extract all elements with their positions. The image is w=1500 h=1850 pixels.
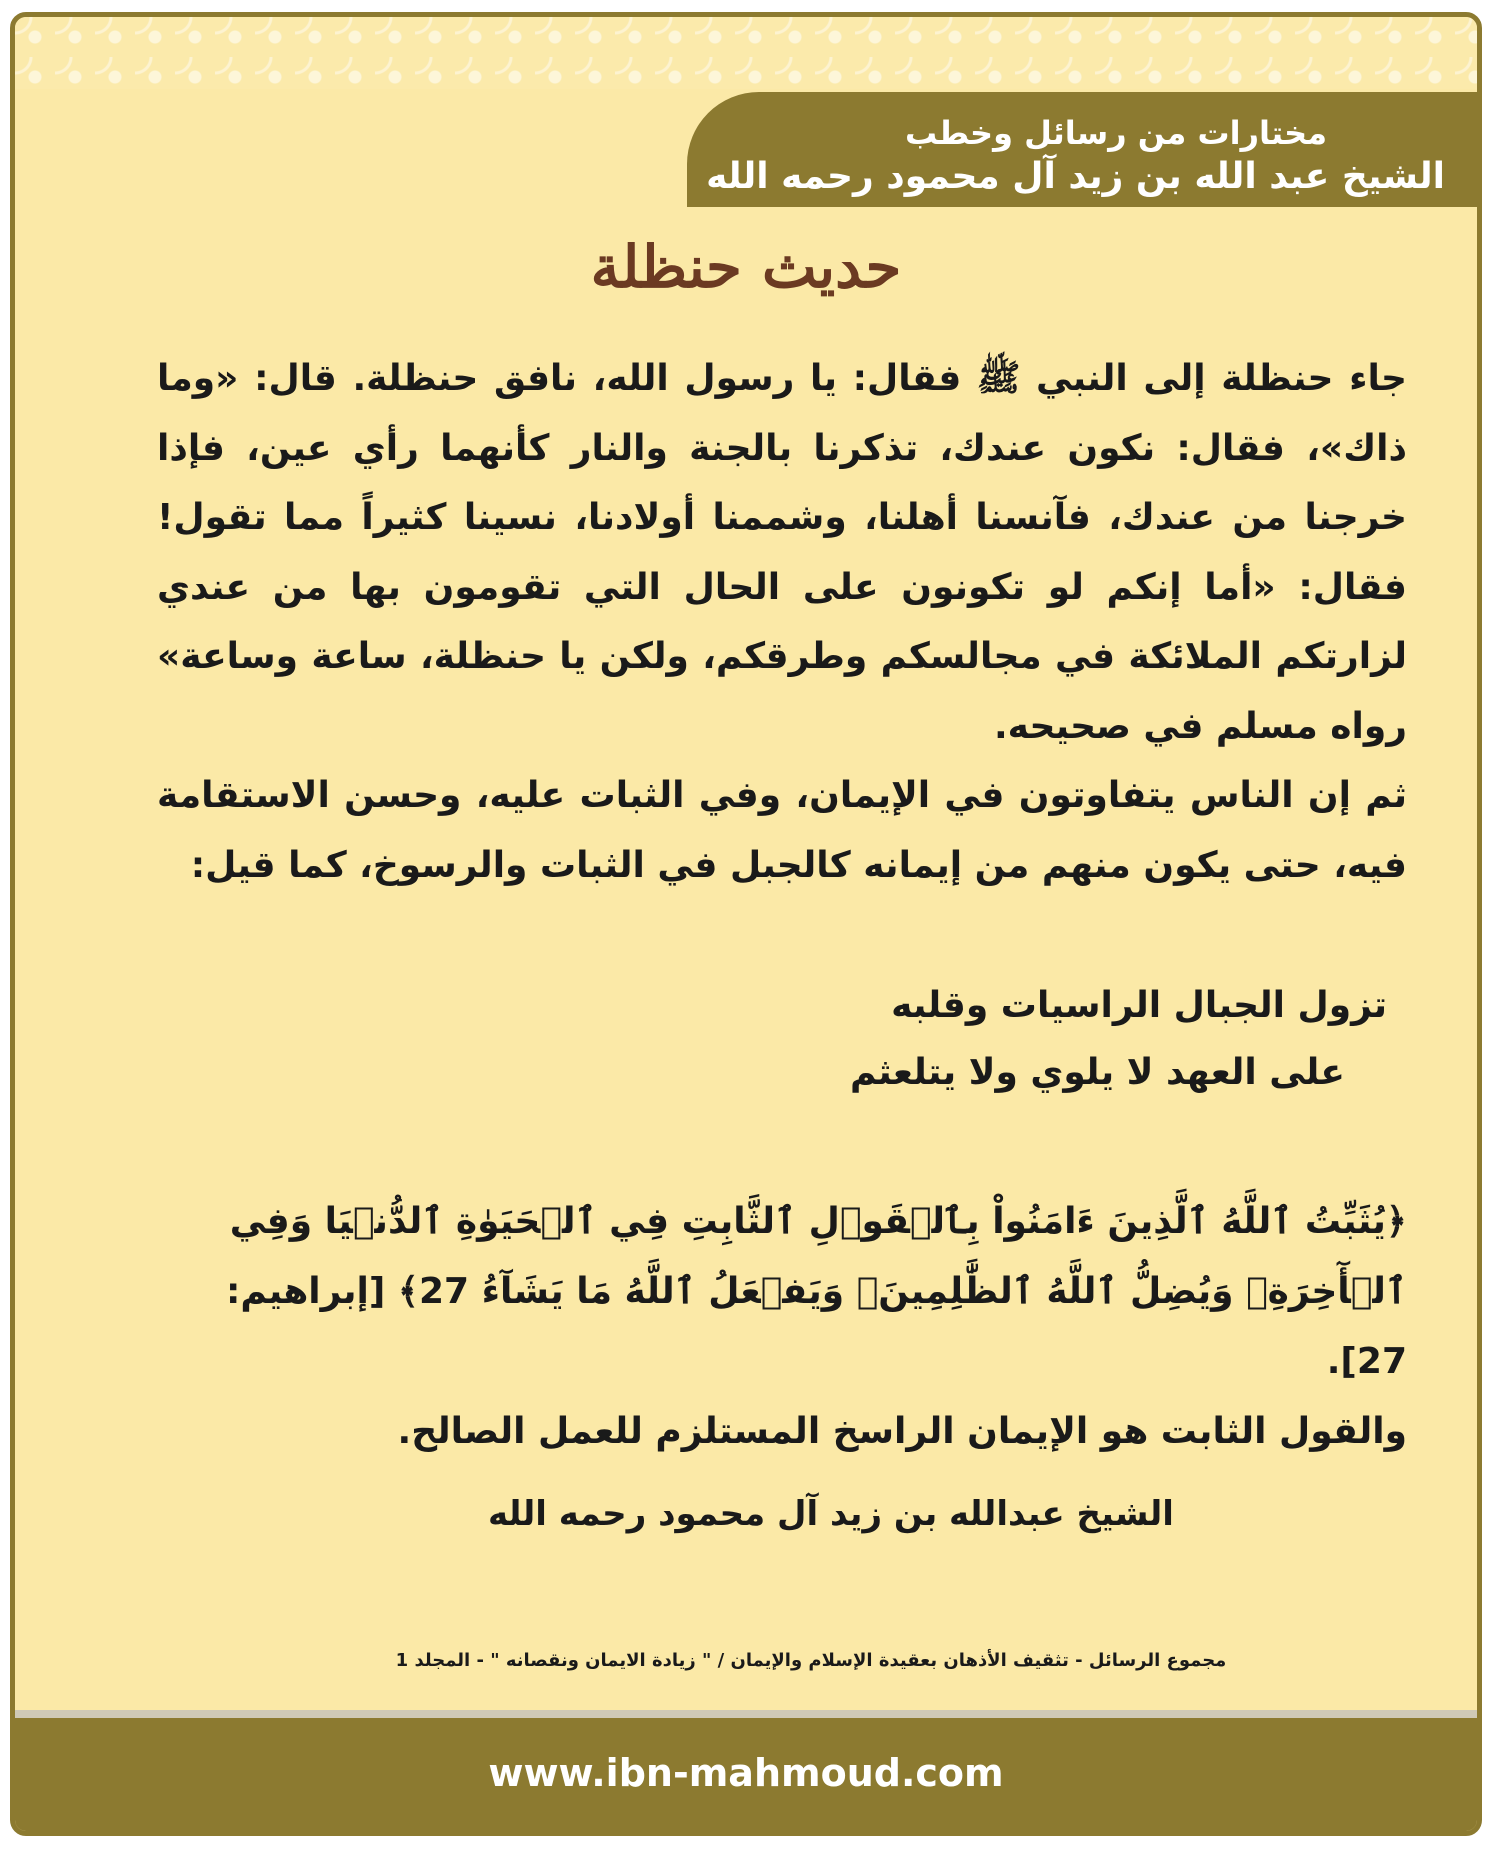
- article-body: [157, 344, 1407, 900]
- page-title: حديث حنظلة: [590, 233, 902, 301]
- decorative-pattern: [15, 17, 1477, 89]
- header-author: الشيخ عبد الله بن زيد آل محمود رحمه الله: [706, 156, 1445, 197]
- page-frame: [10, 12, 1482, 1836]
- footer-band: [15, 1718, 1477, 1831]
- footer-divider: [15, 1710, 1477, 1718]
- poem-line-1: تزول الجبال الراسيات وقلبه: [891, 985, 1387, 1026]
- quran-verse: ﴿يُثَبِّتُ ٱللَّهُ ٱلَّذِينَ ءَامَنُواْ بِٱلۡقَوۡلِ ٱلثَّابِتِ فِي ٱلۡحَيَوٰةِ ٱلدُّنۡيَا وَفِي ٱلۡأٓخِرَةِۖ وَيُضِلُّ ٱللَّهُ ٱلظَّٰلِمِينَۚ وَيَفۡعَلُ ٱللَّهُ مَا يَشَآءُ 27﴾ [إبراهيم: 27].: [226, 1201, 1407, 1382]
- quran-block: [157, 1187, 1407, 1467]
- quran-explanation: والقول الثابت هو الإيمان الراسخ المستلزم للعمل الصالح.: [397, 1411, 1407, 1452]
- header-series-title: مختارات من رسائل وخطب: [904, 114, 1327, 152]
- author-signature: الشيخ عبدالله بن زيد آل محمود رحمه الله: [488, 1494, 1174, 1534]
- poem-line-2: على العهد لا يلوي ولا يتلعثم: [849, 1052, 1345, 1093]
- source-citation: مجموع الرسائل - تثقيف الأذهان بعقيدة الإسلام والإيمان / " زيادة الايمان ونقصانه " - المجلد 1: [395, 1650, 1227, 1671]
- explanation-paragraph: ثم إن الناس يتفاوتون في الإيمان، وفي الثبات عليه، وحسن الاستقامة فيه، حتى يكون منهم من إيمانه كالجبل في الثبات والرسوخ، كما قيل:: [157, 775, 1407, 886]
- website-link[interactable]: www.ibn-mahmoud.com: [488, 1751, 1004, 1795]
- header-band: [687, 92, 1477, 207]
- hadith-paragraph: جاء حنظلة إلى النبي ﷺ فقال: يا رسول الله، نافق حنظلة. قال: «وما ذاك»، فقال: نكون عندك، تذكرنا بالجنة والنار كأنهما رأي عين، فإذا خرجنا من عندك، فآنسنا أهلنا، وشممنا أولادنا، نسينا كثيراً مما تقول! فقال: «أما إنكم لو تكونون على الحال التي تقومون بها من عندي لزارتكم الملائكة في مجالسكم وطرقكم، ولكن يا حنظلة، ساعة وساعة» رواه مسلم في صحيحه.: [157, 358, 1407, 747]
